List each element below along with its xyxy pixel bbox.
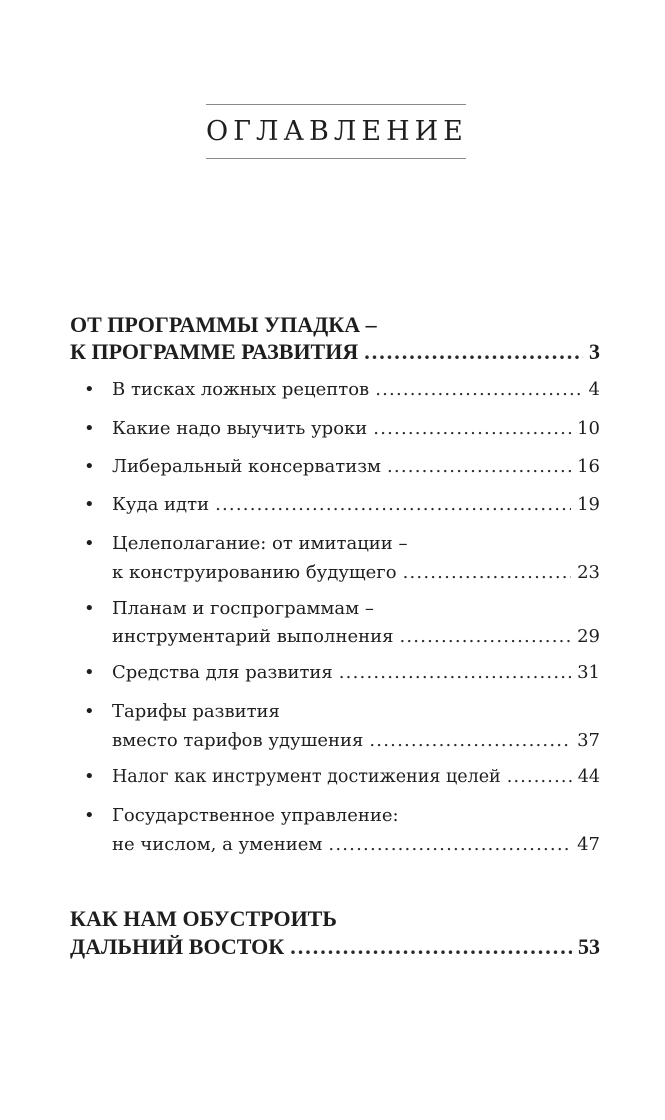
bullet: • <box>84 598 95 619</box>
section-2-title-line-1[interactable]: КАК НАМ ОБУСТРОИТЬ <box>70 906 337 931</box>
entry-page-number: 16 <box>577 456 600 477</box>
leader-dots <box>328 833 571 857</box>
toc-entry-8-line-1[interactable]: Тарифы развития <box>112 701 280 722</box>
leader-dots <box>507 765 572 789</box>
section-1-title-line-2[interactable]: К ПРОГРАММЕ РАЗВИТИЯ ..... 3 <box>70 339 600 365</box>
leader-dots <box>399 625 571 649</box>
leader-dots <box>403 561 572 585</box>
section-1-title-line-1[interactable]: ОТ ПРОГРАММЫ УПАДКА – <box>70 312 377 337</box>
toc-entry-2[interactable]: Какие надо выучить уроки ..... 10 <box>112 417 600 441</box>
bullet: • <box>84 418 95 439</box>
toc-entry-4[interactable]: Куда идти ..... 19 <box>112 493 600 517</box>
toc-entry-6-line-2[interactable]: инструментарий выполнения ..... 29 <box>112 625 600 649</box>
leader-dots <box>369 729 571 753</box>
leader-dots <box>373 417 571 441</box>
toc-entry-6-line-1[interactable]: Планам и госпрограммам – <box>112 598 374 619</box>
entry-page-number: 29 <box>577 626 600 647</box>
bullet: • <box>84 379 95 400</box>
leader-dots <box>364 339 583 365</box>
entry-page-number: 44 <box>577 767 600 787</box>
entry-page-number: 23 <box>577 562 600 583</box>
section-1-page-number: 3 <box>589 339 600 364</box>
entry-page-number: 10 <box>577 418 600 439</box>
toc-entry-7[interactable]: Средства для развития ..... 31 <box>112 661 600 685</box>
toc-entry-8-line-2[interactable]: вместо тарифов удушения ..... 37 <box>112 729 600 753</box>
entry-page-number: 4 <box>588 379 600 400</box>
page-title: ОГЛАВЛЕНИЕ <box>206 116 468 147</box>
leader-dots <box>387 455 571 479</box>
leader-dots <box>215 493 571 517</box>
heading-top-rule <box>206 104 466 105</box>
bullet: • <box>84 805 95 826</box>
toc-entry-10-line-2[interactable]: не числом, а умением ..... 47 <box>112 833 600 857</box>
entry-page-number: 47 <box>577 834 600 855</box>
bullet: • <box>84 494 95 515</box>
section-2-title-line-2[interactable]: ДАЛЬНИЙ ВОСТОК ..... 53 <box>70 934 600 960</box>
toc-entry-10-line-1[interactable]: Государственное управление: <box>112 805 399 826</box>
leader-dots <box>290 934 572 960</box>
bullet: • <box>84 662 95 683</box>
entry-page-number: 31 <box>577 662 600 683</box>
bullet: • <box>84 766 95 787</box>
toc-entry-3[interactable]: Либеральный консерватизм ..... 16 <box>112 455 600 479</box>
toc-entry-5-line-2[interactable]: к конструированию будущего ..... 23 <box>112 561 600 585</box>
toc-entry-1[interactable]: В тисках ложных рецептов ..... 4 <box>112 378 600 402</box>
heading-bottom-rule <box>206 158 466 159</box>
bullet: • <box>84 533 95 554</box>
bullet: • <box>84 701 95 722</box>
section-2-page-number: 53 <box>578 934 600 959</box>
toc-entry-5-line-1[interactable]: Целеполагание: от имитации – <box>112 533 408 554</box>
bullet: • <box>84 456 95 477</box>
leader-dots <box>375 378 582 402</box>
toc-entry-9[interactable]: Налог как инструмент достижения целей ..... 44 <box>112 765 600 789</box>
entry-page-number: 19 <box>577 494 600 515</box>
entry-page-number: 37 <box>577 730 600 751</box>
leader-dots <box>339 661 571 685</box>
